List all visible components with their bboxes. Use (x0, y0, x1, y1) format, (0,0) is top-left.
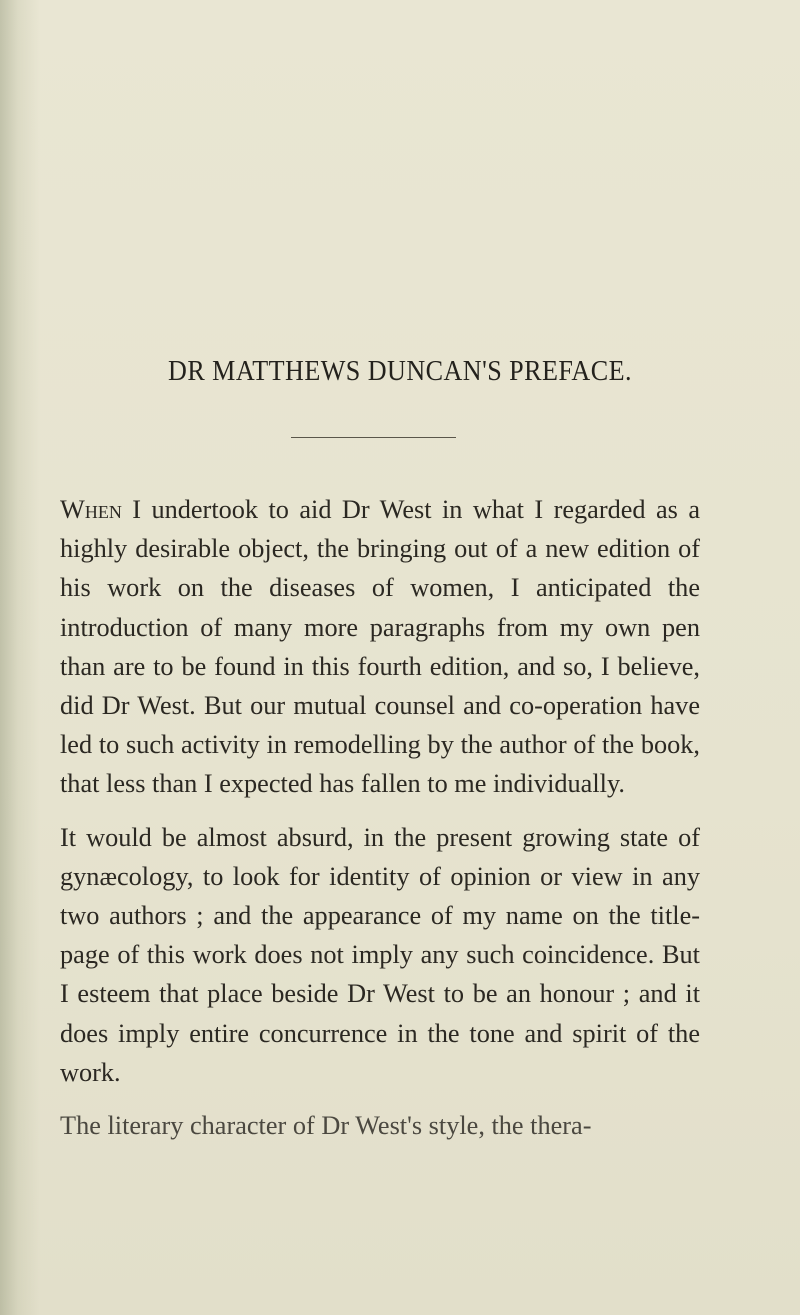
paragraph-2: It would be almost absurd, in the present growing state of gynæcology, to look for identity of opinion or view in any two authors ; and the appearance of my name on the title-page of this work does not imply any such coincidence. But I esteem that place beside Dr West to be an honour ; and it does imply entire concurrence in the tone and spirit of the work. (60, 822, 700, 1087)
paragraph-3: The literary character of Dr West's style, the thera- (60, 1111, 592, 1141)
paragraph-1 (60, 490, 700, 804)
paragraph-1-text: I undertook to aid Dr West in what I regarded as a highly desirable object, the bringing out of a new edition of his work on the diseases of women, I anticipated the introduction of many more paragraphs from my own pen than are to be found in this fourth edition, and so, I believe, did Dr West. But our mutual counsel and co-operation have led to such activity in remodelling by the author of the book, that less than I expected has fallen to me individually. (60, 495, 700, 799)
page-title: DR MATTHEWS DUNCAN'S PREFACE. (168, 355, 632, 387)
preface-body (60, 490, 700, 1159)
paragraph-1-lead: When (60, 495, 122, 524)
title-divider (291, 437, 456, 438)
